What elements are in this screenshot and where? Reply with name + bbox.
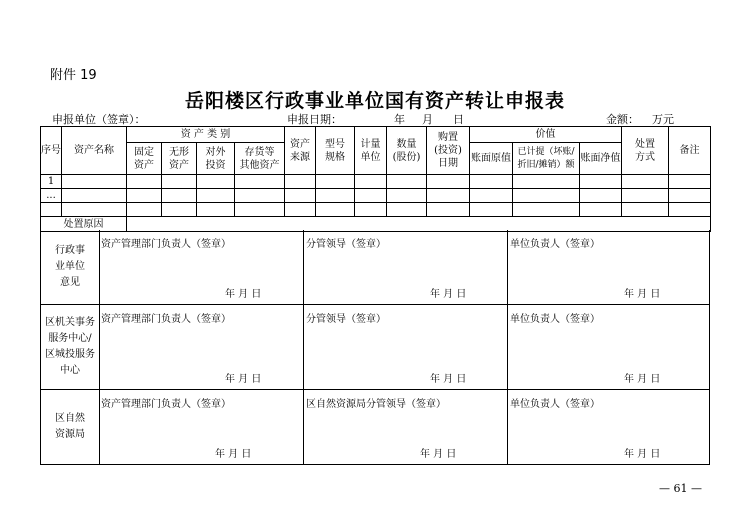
section-label: 区自然 资源局 — [41, 390, 100, 464]
asset-table — [40, 126, 711, 232]
signature-box[interactable] — [303, 230, 508, 304]
signature-label: 单位负责人（签章） — [510, 314, 600, 325]
signature-label: 单位负责人（签章） — [510, 399, 600, 410]
signature-box[interactable] — [507, 390, 709, 464]
signature-box[interactable] — [303, 390, 508, 464]
year-label: 年 — [394, 113, 405, 126]
page-number: — 61 — — [659, 482, 702, 495]
signature-box[interactable] — [507, 305, 709, 389]
section-label: 区机关事务 服务中心/ 区城投服务 中心 — [41, 305, 100, 389]
header-seq: 序号 — [41, 127, 62, 175]
table-row — [41, 189, 711, 203]
amount-label: 金额： — [606, 113, 639, 126]
header-model: 型号 规格 — [316, 127, 355, 175]
header-value: 价值 — [470, 127, 622, 143]
table-row — [41, 203, 711, 217]
header-other-assets: 存货等 其他资产 — [235, 143, 285, 175]
signature-label: 分管领导（签章） — [306, 239, 386, 250]
header-source: 资产 来源 — [285, 127, 316, 175]
header-book-value: 账面原值 — [470, 143, 513, 175]
header-asset-category: 资 产 类 别 — [127, 127, 285, 143]
date-label: 年 月 日 — [430, 374, 467, 385]
date-label: 年 月 日 — [430, 289, 467, 300]
day-label: 日 — [453, 113, 464, 126]
applicant-unit-label: 申报单位（签章）： — [52, 113, 146, 126]
signature-label: 分管领导（签章） — [306, 314, 386, 325]
date-label: 年 月 日 — [624, 449, 661, 460]
signature-box[interactable] — [99, 305, 303, 389]
header-disposal-method: 处置 方式 — [622, 127, 669, 175]
header-quantity: 数量 (股份) — [387, 127, 427, 175]
row-seq: ... — [41, 189, 62, 203]
signature-box[interactable] — [99, 230, 303, 304]
header-remark: 备注 — [669, 127, 711, 175]
table-row — [41, 175, 711, 189]
signature-box[interactable] — [507, 230, 709, 304]
apply-date-label: 申报日期： — [287, 113, 342, 126]
disposal-reason-label: 处置原因 — [41, 217, 127, 232]
header-unit: 计量 单位 — [355, 127, 387, 175]
header-depreciation: 已计提（坏账/ 折旧/摊销）额 — [513, 143, 580, 175]
month-label: 月 — [422, 113, 433, 126]
form-title: 岳阳楼区行政事业单位国有资产转让申报表 — [184, 90, 565, 112]
signature-box[interactable] — [99, 390, 303, 464]
approval-section-service-center — [40, 305, 710, 390]
date-label: 年 月 日 — [215, 449, 252, 460]
date-label: 年 月 日 — [624, 289, 661, 300]
header-asset-name: 资产名称 — [62, 127, 127, 175]
date-label: 年 月 日 — [624, 374, 661, 385]
signature-label: 资产管理部门负责人（签章） — [101, 239, 231, 250]
approval-section-natural-resources — [40, 390, 710, 465]
header-purchase-date: 购置 (投资) 日期 — [427, 127, 470, 175]
signature-label: 资产管理部门负责人（签章） — [101, 399, 231, 410]
signature-label: 单位负责人（签章） — [510, 239, 600, 250]
signature-box[interactable] — [303, 305, 508, 389]
row-seq: 1 — [41, 175, 62, 189]
wan-yuan-label: 万元 — [652, 113, 674, 126]
date-label: 年 月 日 — [420, 449, 457, 460]
header-intangible-assets: 无形 资产 — [162, 143, 197, 175]
header-net-value: 账面净值 — [580, 143, 622, 175]
approval-section-unit — [40, 230, 710, 305]
date-label: 年 月 日 — [225, 374, 262, 385]
attachment-label: 附件 19 — [50, 68, 97, 83]
signature-label: 资产管理部门负责人（签章） — [101, 314, 231, 325]
signature-label: 区自然资源局分管领导（签章） — [306, 399, 446, 410]
header-fixed-assets: 固定 资产 — [127, 143, 162, 175]
header-external-investment: 对外 投资 — [197, 143, 235, 175]
date-label: 年 月 日 — [225, 289, 262, 300]
section-label: 行政事 业单位 意见 — [41, 230, 100, 304]
